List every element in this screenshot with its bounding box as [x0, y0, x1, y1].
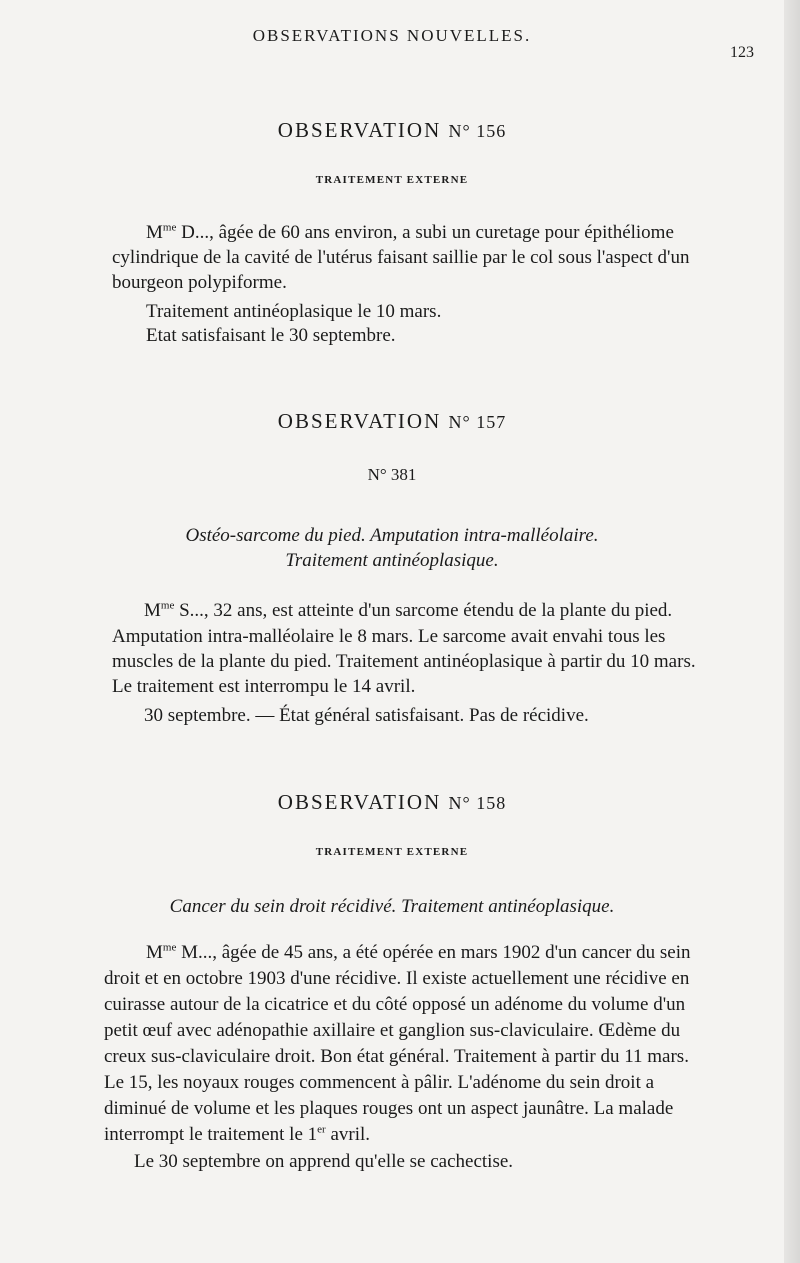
obs158-line6: Le 15, les noyaux rouges commencent à pâlir. L'adénome du sein droit a: [104, 1072, 655, 1093]
obs157-number: N° 157: [448, 412, 507, 432]
obs158-line2: droit et en octobre 1903 d'une récidive. Il existe actuellement une récidive en: [104, 968, 690, 989]
obs157-line4: Le traitement est interrompu le 14 avril.: [112, 676, 416, 697]
obs156-line5: Etat satisfaisant le 30 septembre.: [146, 325, 396, 346]
page-edge: [784, 0, 800, 1263]
obs157-line1: [144, 600, 672, 622]
obs158-heading: [0, 790, 784, 815]
obs156-number: N° 156: [448, 121, 507, 141]
page-number: 123: [730, 44, 754, 61]
obs157-line5: 30 septembre. — État général satisfaisant. Pas de récidive.: [144, 705, 589, 726]
obs156-title: OBSERVATION: [277, 118, 442, 142]
obs157-line1-rest: S..., 32 ans, est atteinte d'un sarcome étendu de la plante du pied.: [174, 600, 673, 621]
obs156-line1: [146, 222, 674, 244]
obs158-line9: Le 30 septembre on apprend qu'elle se cachectise.: [134, 1151, 514, 1172]
obs158-line1-rest: M..., âgée de 45 ans, a été opérée en mars 1902 d'un cancer du sein: [176, 942, 691, 963]
obs158-line1-sup: me: [162, 941, 177, 954]
obs157-line3: muscles de la plante du pied. Traitement antinéoplasique à partir du 10 mars.: [112, 651, 696, 672]
obs158-number: N° 158: [448, 793, 507, 813]
obs156-subtitle: TRAITEMENT EXTERNE: [315, 174, 469, 186]
obs157-title: OBSERVATION: [277, 409, 442, 433]
obs158-line8: [104, 1124, 370, 1146]
obs157-caption-line2: Traitement antinéoplasique.: [285, 550, 499, 571]
obs157-heading: [0, 409, 784, 434]
obs158-subtitle: TRAITEMENT EXTERNE: [315, 846, 469, 858]
obs156-line1-rest: D..., âgée de 60 ans environ, a subi un curetage pour épithéliome: [176, 222, 674, 243]
obs158-line4: petit œuf avec adénopathie axillaire et ganglion sus-claviculaire. Œdème du: [104, 1020, 681, 1041]
obs156-heading: [0, 118, 784, 143]
obs157-line1-prefix: M: [144, 600, 161, 621]
obs158-line7: diminué de volume et les plaques rouges ont un aspect jaunâtre. La malade: [104, 1098, 674, 1119]
obs156-line2: cylindrique de la cavité de l'utérus faisant saillie par le col sous l'aspect d'un: [112, 247, 690, 268]
obs156-line3: bourgeon polypiforme.: [112, 272, 287, 293]
obs158-line3: cuirasse autour de la cicatrice et du côté opposé un adénome du volume d'un: [104, 994, 686, 1015]
obs158-caption: Cancer du sein droit récidivé. Traitement antinéoplasique.: [169, 896, 615, 917]
obs158-title: OBSERVATION: [277, 790, 442, 814]
obs158-line8-rest: avril.: [325, 1124, 371, 1145]
obs158-line1: [146, 942, 690, 964]
obs156-line4: Traitement antinéoplasique le 10 mars.: [146, 301, 442, 322]
running-head: OBSERVATIONS NOUVELLES.: [252, 26, 532, 45]
obs158-line8-sup: er: [317, 1123, 326, 1136]
obs157-caption-line1: Ostéo-sarcome du pied. Amputation intra-malléolaire.: [185, 525, 599, 546]
obs158-line1-prefix: M: [146, 942, 163, 963]
obs157-line1-sup: me: [160, 599, 175, 612]
obs157-line2: Amputation intra-malléolaire le 8 mars. Le sarcome avait envahi tous les: [112, 626, 666, 647]
obs158-line5: creux sus-claviculaire droit. Bon état général. Traitement à partir du 11 mars.: [104, 1046, 689, 1067]
obs158-line8-prefix: interrompt le traitement le 1: [104, 1124, 318, 1145]
obs157-registry: N° 381: [367, 465, 417, 484]
obs156-line1-prefix: M: [146, 222, 163, 243]
obs156-line1-sup: me: [162, 221, 177, 234]
